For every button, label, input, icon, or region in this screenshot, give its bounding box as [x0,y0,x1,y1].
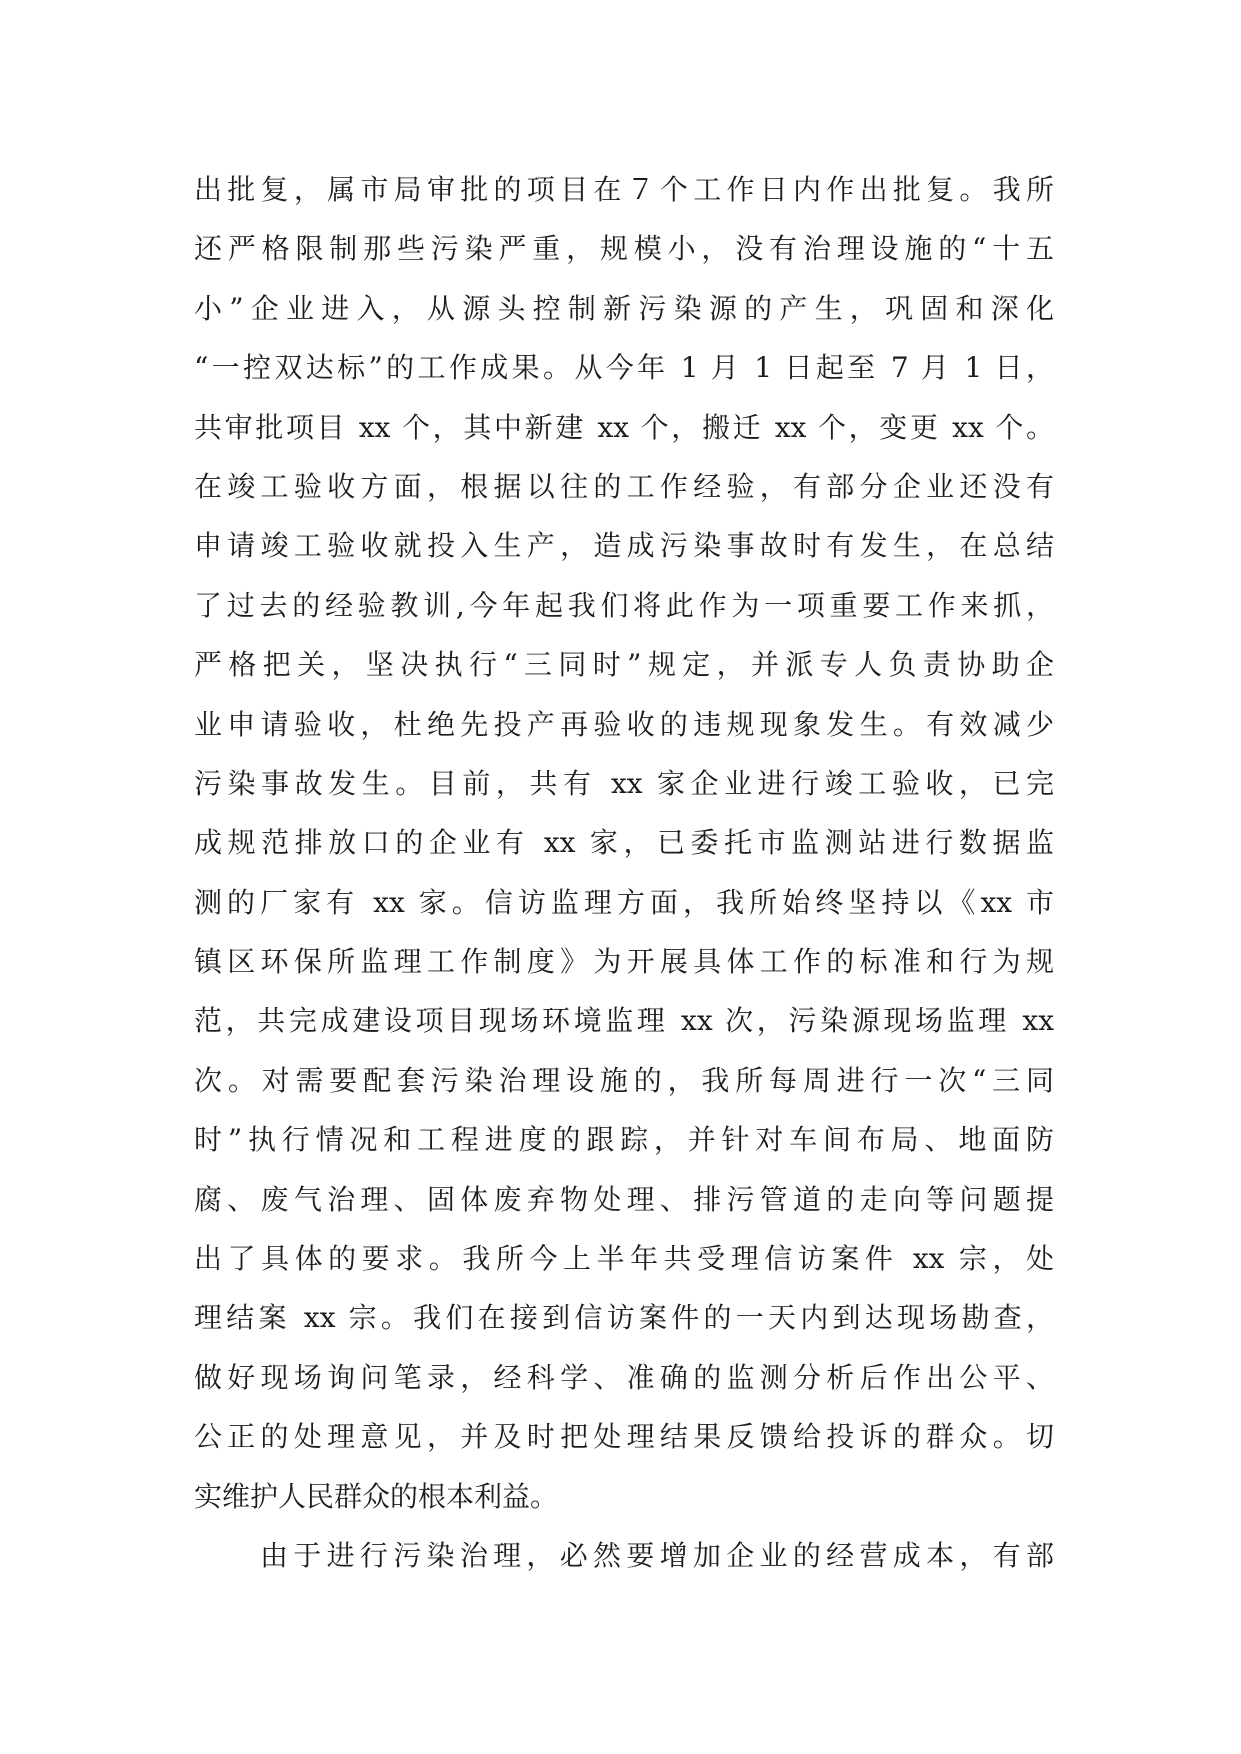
text-line: 共审批项目 xx 个，其中新建 xx 个，搬迁 xx 个，变更 xx 个。 [194,410,1054,444]
body-text [194,160,1054,1585]
text-line: 腐、废气治理、固体废弃物处理、排污管道的走向等问题提 [194,1182,1054,1216]
text-line: 小”企业进入，从源头控制新污染源的产生，巩固和深化 [194,291,1054,325]
text-line: 时”执行情况和工程进度的跟踪，并针对车间布局、地面防 [194,1123,1054,1157]
paragraph-end-line: 实维护人民群众的根本利益。 [194,1479,559,1513]
text-line: 范，共完成建设项目现场环境监理 xx 次，污染源现场监理 xx [194,1004,1054,1038]
text-line: 理结案 xx 宗。我们在接到信访案件的一天内到达现场勘查， [194,1301,1054,1335]
text-line: 镇区环保所监理工作制度》为开展具体工作的标准和行为规 [194,945,1054,979]
paragraph-start-line: 由于进行污染治理，必然要增加企业的经营成本，有部 [260,1538,1054,1572]
text-line: 严格把关，坚决执行“三同时”规定，并派专人负责协助企 [194,648,1054,682]
text-line: 污染事故发生。目前，共有 xx 家企业进行竣工验收，已完 [194,766,1054,800]
text-line: “一控双达标”的工作成果。从今年 1 月 1 日起至 7 月 1 日， [194,351,1054,385]
text-line: 做好现场询问笔录，经科学、准确的监测分析后作出公平、 [194,1360,1054,1394]
text-line: 出批复，属市局审批的项目在７个工作日内作出批复。我所 [194,173,1054,206]
text-line: 公正的处理意见，并及时把处理结果反馈给投诉的群众。切 [194,1420,1054,1454]
text-line: 业申请验收，杜绝先投产再验收的违规现象发生。有效减少 [194,707,1054,741]
text-line: 测的厂家有 xx 家。信访监理方面，我所始终坚持以《xx 市 [194,885,1054,919]
text-line: 次。对需要配套污染治理设施的，我所每周进行一次“三同 [194,1063,1054,1097]
text-line: 成规范排放口的企业有 xx 家，已委托市监测站进行数据监 [194,826,1054,860]
text-line: 还严格限制那些污染严重，规模小，没有治理设施的“十五 [194,232,1054,266]
text-line: 出了具体的要求。我所今上半年共受理信访案件 xx 宗，处 [194,1242,1054,1276]
text-line: 申请竣工验收就投入生产，造成污染事故时有发生，在总结 [194,529,1054,563]
text-line: 了过去的经验教训,今年起我们将此作为一项重要工作来抓， [194,588,1054,622]
text-line: 在竣工验收方面，根据以往的工作经验，有部分企业还没有 [194,469,1054,503]
